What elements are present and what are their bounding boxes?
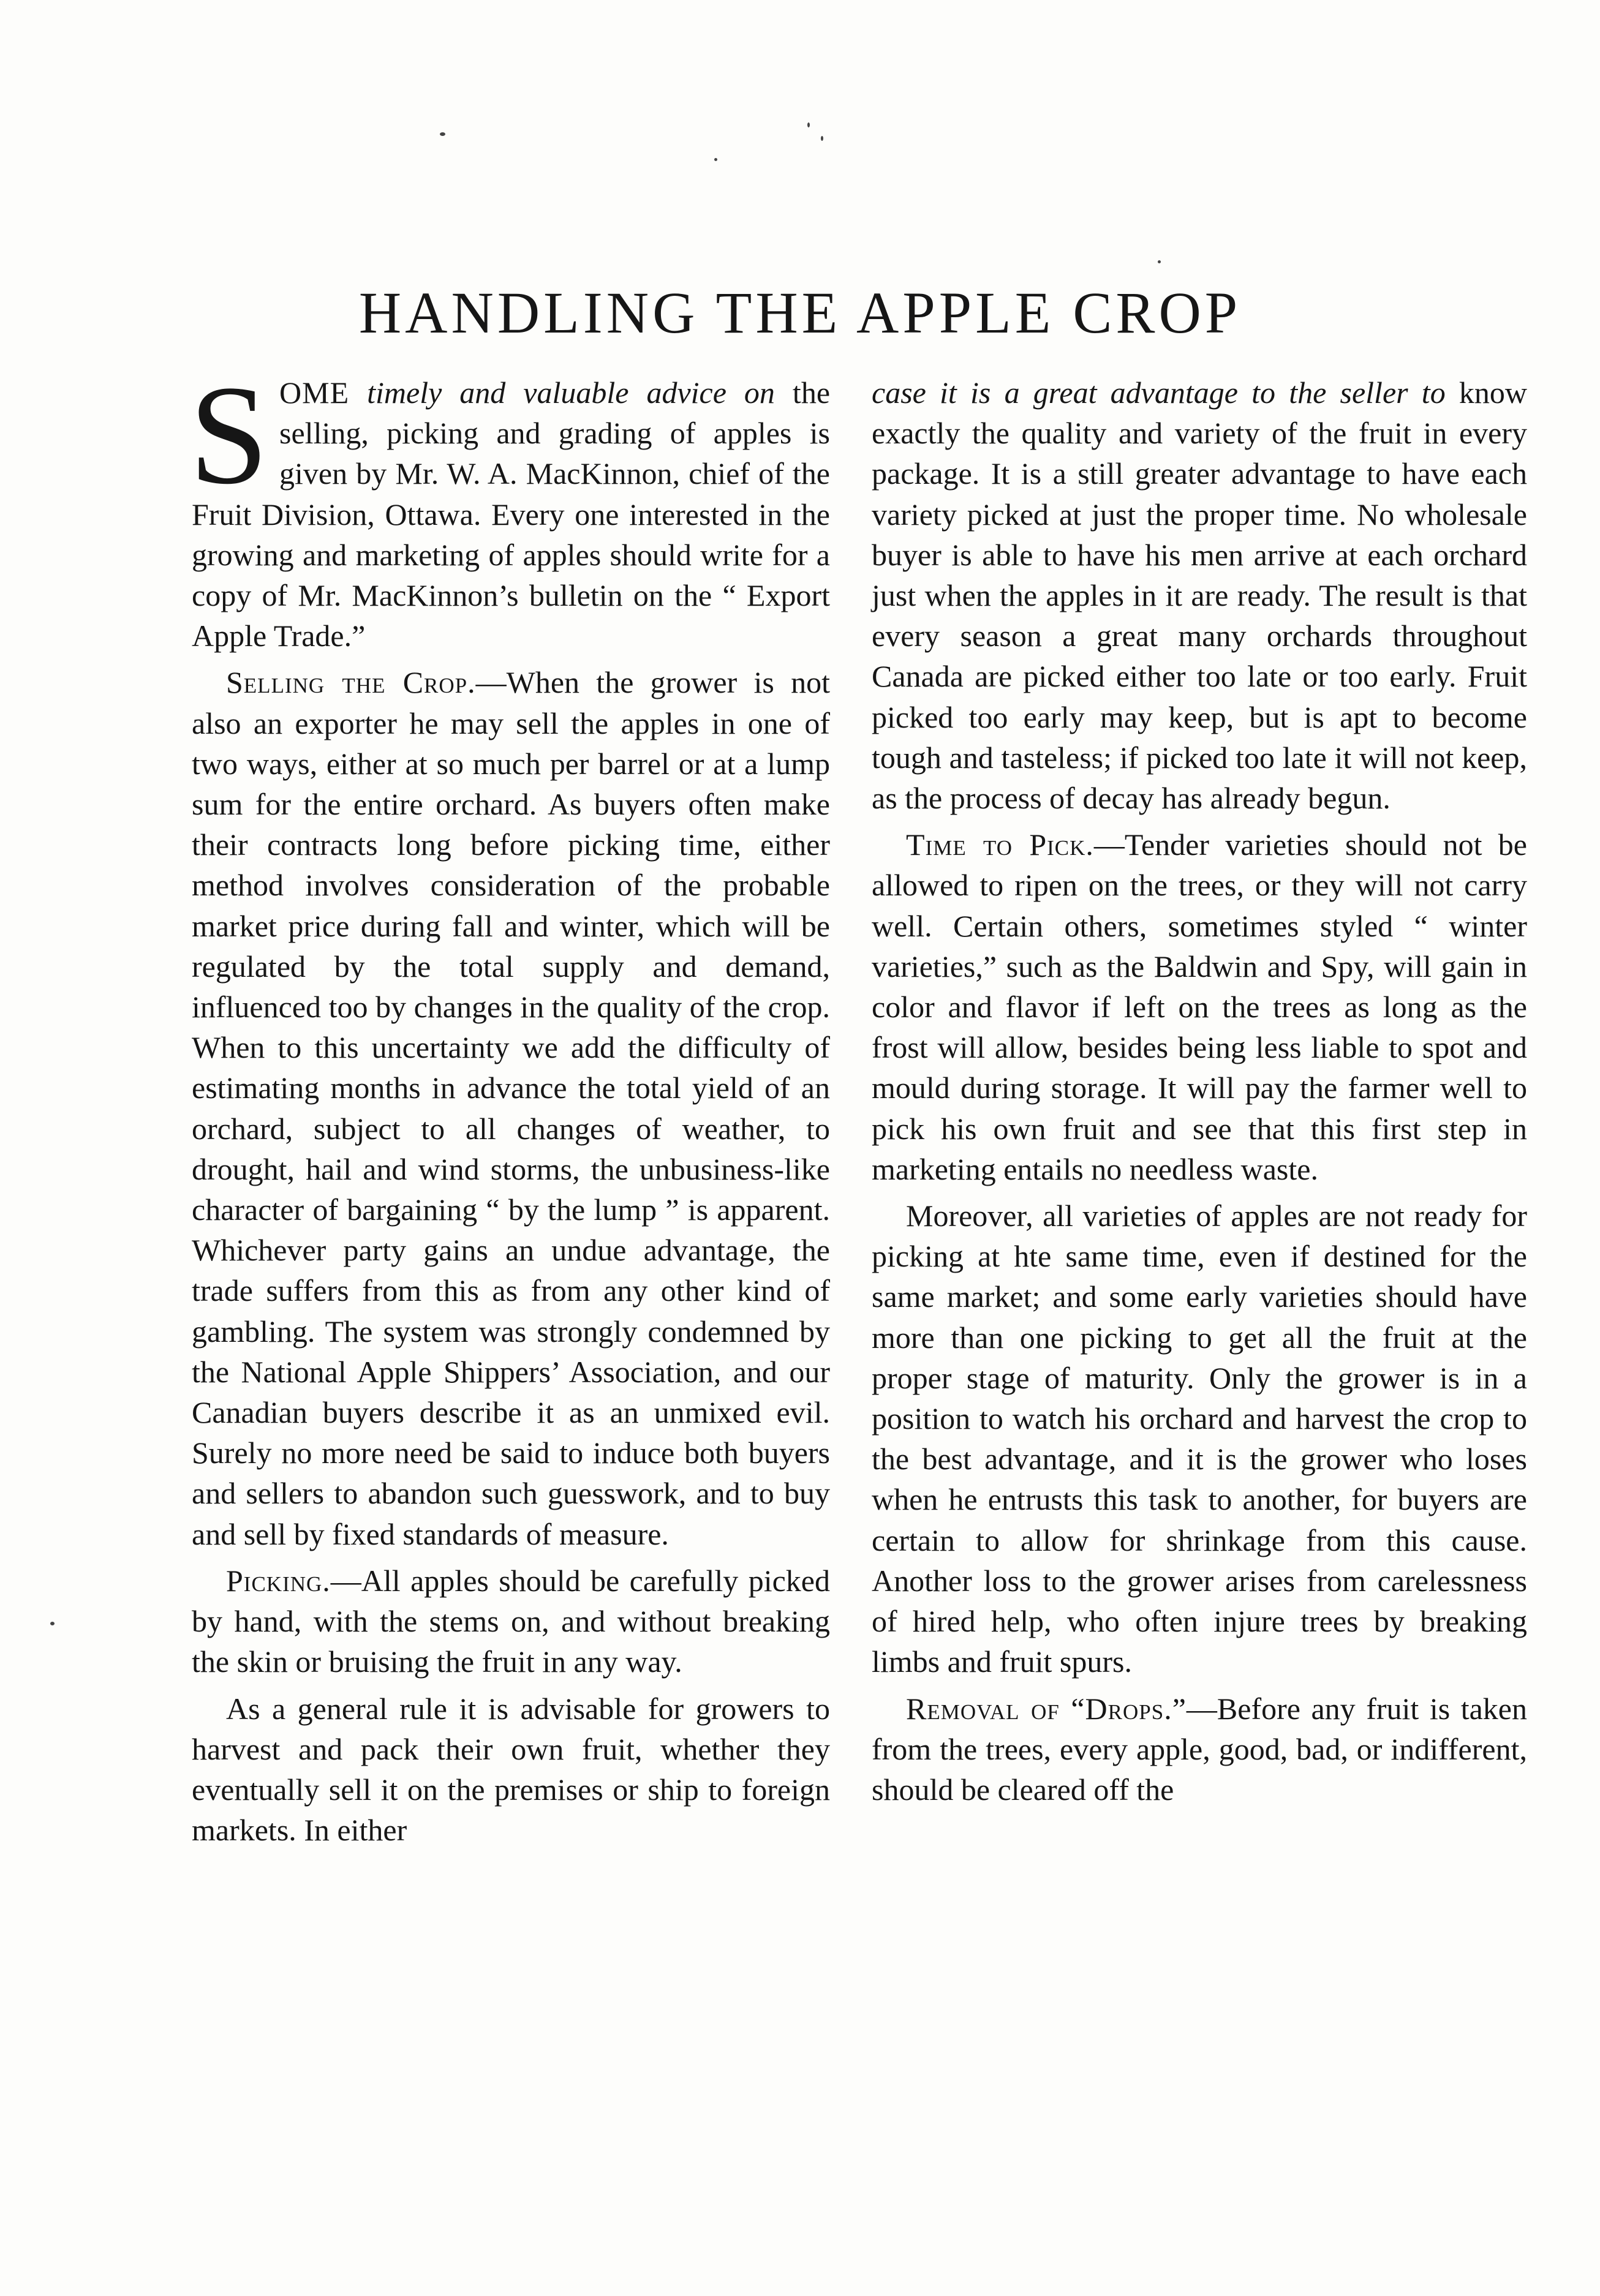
intro-italic-text: timely and valuable advice on — [367, 375, 775, 410]
print-speck — [1158, 260, 1161, 263]
selling-heading: Selling the Crop. — [226, 665, 476, 700]
intro-lead-caps: OME — [279, 375, 350, 410]
right-column — [872, 372, 1527, 1810]
time-to-pick-text: —Tender varieties should not be allowed to ripen on the trees, or they will not carry well. Certain others, sometimes styled “ winter varieties,” such as the Baldwin and Spy, will gain in color and flavor if left on the trees as long as the frost will allow, besides being less liable to spot and mould during storage. It will pay the farmer well to pick his own fruit and see that this first step in marketing entails no needless waste. — [872, 827, 1527, 1186]
continued-text: know exactly the quality and variety of the fruit in every package. It is a still greater advantage to have each variety picked at just the proper time. No wholesale buyer is able to have his men arrive at each orchard just when the apples in it are ready. The result is that every season a great many orchards throughout Canada are picked either too late or too early. Fruit picked too early may keep, but is apt to become tough and tasteless; if picked too late it will not keep, as the process of decay has already begun. — [872, 375, 1528, 816]
selling-paragraph — [192, 662, 830, 1554]
time-to-pick-heading: Time to Pick. — [906, 827, 1094, 862]
drop-cap: S — [189, 356, 269, 514]
print-speck — [440, 132, 445, 136]
print-speck — [821, 136, 823, 141]
removal-text: —Before any fruit is taken from the trees, every apple, good, bad, or indifferent, should be cleared off the — [872, 1691, 1527, 1807]
intro-paragraph — [189, 356, 831, 656]
selling-text: —When the grower is not also an exporter he may sell the apples in one of two ways, either at so much per barrel or at a lump sum for the entire orchard. As buyers often make their contracts long before picking time, either method involves consideration of the probable market price during fall and winter, which will be regulated by the total supply and demand, influenced too by changes in the quality of the crop. When to this uncertainty we add the difficulty of estimating months in advance the total yield of an orchard, subject to all changes of weather, to drought, hail and wind storms, the unbusiness-like character of bargaining “ by the lump ” is apparent. Whichever party gains an undue advantage, the trade suffers from this as from any other kind of gambling. The system was strongly condemned by the National Apple Shippers’ Association, and our Canadian buyers describe it as an unmixed evil. Surely no more need be said to induce both buyers and sellers to abandon such guesswork, and to buy and sell by fixed standards of measure. — [192, 665, 831, 1551]
moreover-paragraph — [872, 1195, 1527, 1682]
print-speck — [807, 122, 810, 127]
picking-text: —All apples should be carefully picked by hand, with the stems on, and without breaking the skin or bruising the fruit in any way. — [192, 1563, 830, 1679]
general-rule-text: As a general rule it is advisable for growers to harvest and pack their own fruit, whether they eventually sell it on the premises or ship to foreign markets. In either — [192, 1691, 830, 1848]
continued-paragraph — [872, 372, 1527, 818]
picking-heading: Picking. — [226, 1563, 331, 1598]
picking-paragraph — [192, 1560, 830, 1682]
print-speck — [714, 158, 717, 161]
intro-text: the selling, picking and grading of apples is given by Mr. W. A. MacKinnon, chief of the Fruit Division, Ottawa. Every one interested in the growing and marketing of apples should write for a copy of Mr. MacKinnon’s bulletin on the “ Export Apple Trade.” — [192, 375, 831, 653]
removal-heading: Removal of “Drops.” — [906, 1691, 1187, 1726]
removal-paragraph — [872, 1688, 1527, 1810]
left-column — [189, 356, 831, 1850]
continued-italic-text: case it is a great advantage to the seller to — [872, 375, 1446, 410]
time-to-pick-paragraph — [872, 824, 1527, 1189]
general-rule-paragraph — [192, 1688, 830, 1851]
moreover-text: Moreover, all varieties of apples are not ready for picking at hte same time, even if destined for the same market; and some early varieties should have more than one picking to get all the fruit at the proper stage of maturity. Only the grower is in a position to watch his orchard and harvest the crop to the best advantage, and it is the grower who loses when he entrusts this task to another, for buyers are certain to allow for shrinkage from this cause. Another loss to the grower arises from carelessness of hired help, who often injure trees by breaking limbs and fruit spurs. — [872, 1199, 1527, 1679]
print-speck — [50, 1622, 55, 1625]
article-title: HANDLING THE APPLE CROP — [358, 280, 1242, 345]
